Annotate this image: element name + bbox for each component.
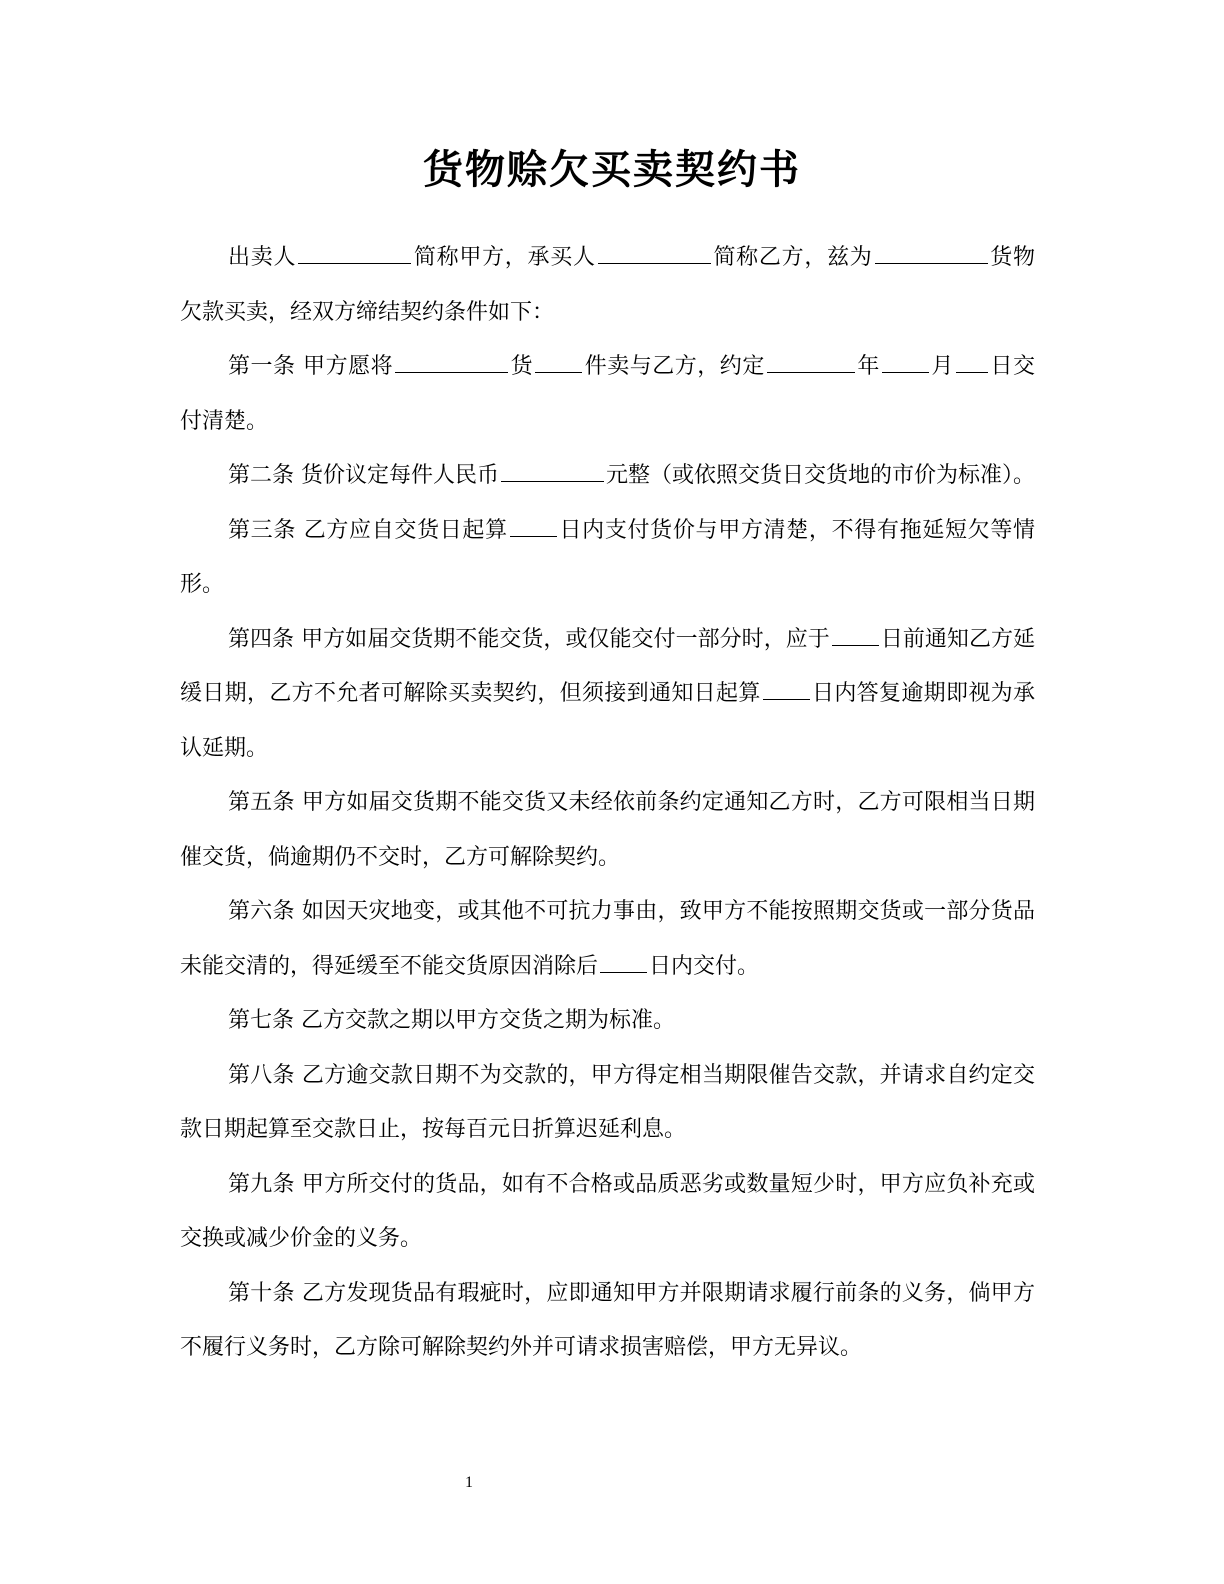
preamble-text: 货物欠款买卖，经双方缔结契约条件如下： [180,245,1035,325]
article-text: 第八条 乙方逾交款日期不为交款的，甲方得定相当期限催告交款，并请求自约定交款日期起算至交款日止，按每百元日折算迟延利息。 [180,1062,1035,1142]
article-7 [180,994,1035,1049]
preamble-text: 出卖人 [228,245,297,270]
payment-days-blank[interactable] [510,518,557,537]
article-text: 日前通知乙方延缓日期，乙方不允者可解除买卖契约，但须接到通知日起算 [180,626,1035,706]
article-text: 月 [930,354,954,379]
article-10 [180,1267,1035,1376]
day-blank[interactable] [956,354,988,373]
unit-price-blank[interactable] [501,463,604,482]
article-5 [180,776,1035,885]
article-text: 日内支付货价与甲方清楚，不得有拖延短欠等情形。 [180,517,1035,597]
article-6 [180,885,1035,994]
contract-body [180,231,1035,1376]
article-text: 第六条 如因天灾地变，或其他不可抗力事由，致甲方不能按照期交货或一部分货品未能交清的，得延缓至不能交货原因消除后 [180,899,1035,979]
article-text: 第七条 乙方交款之期以甲方交货之期为标准。 [228,1008,675,1033]
goods-type-blank[interactable] [395,354,508,373]
article-text: 日内答复逾期即视为承认延期。 [180,681,1035,761]
article-3 [180,504,1035,613]
month-blank[interactable] [882,354,929,373]
reply-days-blank[interactable] [763,681,810,700]
article-8 [180,1049,1035,1158]
article-2 [180,449,1035,504]
article-text: 第十条 乙方发现货品有瑕疵时，应即通知甲方并限期请求履行前条的义务，倘甲方不履行义务时，乙方除可解除契约外并可请求损害赔偿，甲方无异议。 [180,1280,1035,1360]
article-text: 日交付清楚。 [180,354,1035,434]
quantity-blank[interactable] [535,354,582,373]
article-text: 货 [510,354,534,379]
article-text: 第五条 甲方如届交货期不能交货又未经依前条约定通知乙方时，乙方可限相当日期催交货，倘逾期仍不交时，乙方可解除契约。 [180,790,1035,870]
article-text: 第四条 甲方如届交货期不能交货，或仅能交付一部分时，应于 [228,626,830,652]
article-4 [180,613,1035,777]
delay-days-blank[interactable] [600,954,647,973]
seller-name-blank[interactable] [298,245,411,264]
preamble-paragraph [180,231,1035,340]
article-text: 第三条 乙方应自交货日起算 [228,517,508,543]
document-title: 货物赊欠买卖契约书 [423,147,801,193]
article-text: 元整（或依照交货日交货地的市价为标准）。 [606,463,1036,488]
article-9 [180,1158,1035,1267]
article-1 [180,340,1035,449]
preamble-text: 简称乙方，兹为 [712,245,873,270]
notice-days-blank[interactable] [832,627,879,646]
goods-name-blank[interactable] [875,245,988,264]
article-text: 第二条 货价议定每件人民币 [228,463,499,488]
year-blank[interactable] [767,354,855,373]
article-text: 第九条 甲方所交付的货品，如有不合格或品质恶劣或数量短少时，甲方应负补充或交换或减少价金的义务。 [180,1171,1035,1251]
preamble-text: 简称甲方，承买人 [413,245,596,270]
page-number: 1 [465,1474,473,1491]
article-text: 第一条 甲方愿将 [228,354,394,379]
article-text: 件卖与乙方，约定 [584,354,765,379]
article-text: 日内交付。 [649,953,760,979]
article-text: 年 [856,354,880,379]
buyer-name-blank[interactable] [598,245,711,264]
